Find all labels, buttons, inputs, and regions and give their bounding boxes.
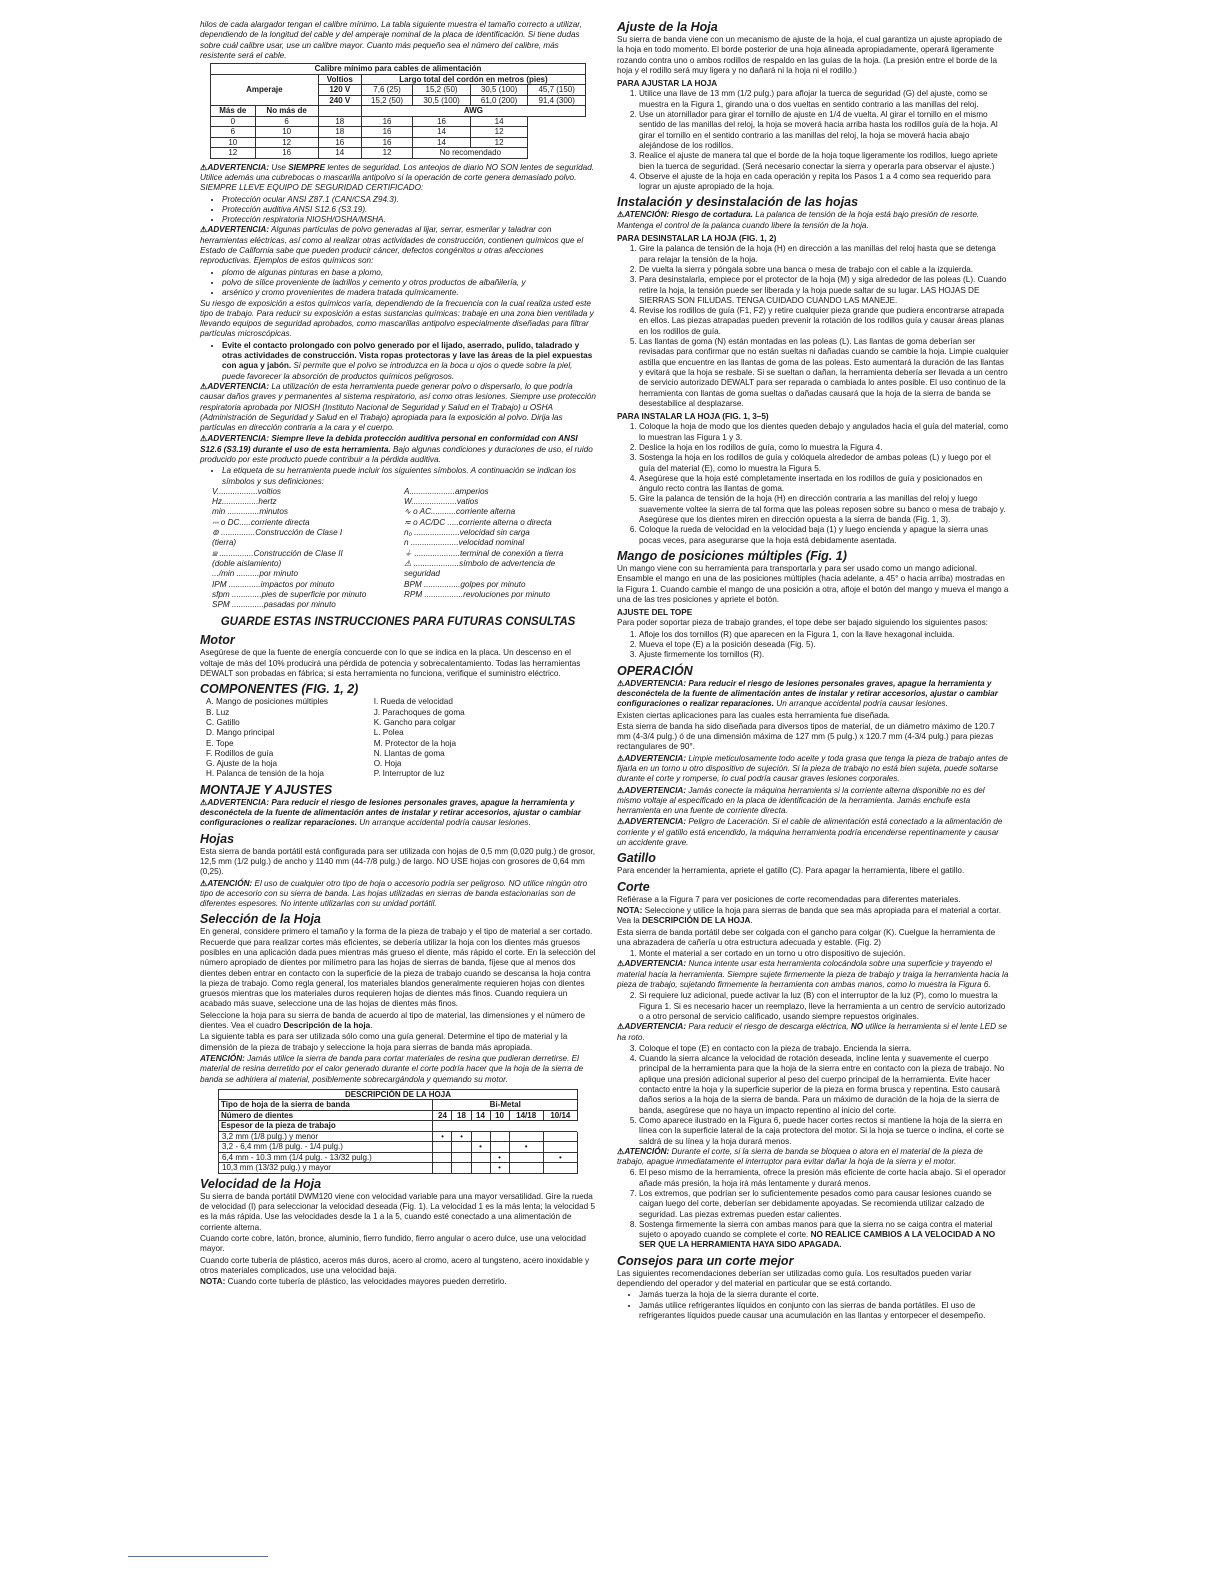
motor-heading: Motor — [200, 633, 235, 648]
velocidad-text-1: Su sierra de banda portátil DWM120 viene con velocidad variable para una mayor versatilidad. Gire la rueda de velocidad (I) para seleccionar la velocidad deseada (Fig. 1). La velocidad 1 es la más lenta; la velocidad 5 es la más rápida. Use las velocidades desde la 1 a la 5, cuando esté conectado a una alimentación de corriente alterna. — [200, 1191, 596, 1232]
list-item: • plomo de algunas pinturas en base a plomo, — [222, 268, 596, 278]
length-cell: 15,2 (50) — [413, 85, 471, 96]
component-item: K. Gancho para colgar — [373, 717, 456, 727]
symbol-definition: RPM .................revoluciones por minuto — [404, 589, 551, 599]
amperaje-header: Amperaje — [211, 74, 319, 106]
table-cell: 12 — [211, 148, 256, 159]
table-cell: 18 — [318, 127, 361, 138]
tope-heading: AJUSTE DEL TOPE — [617, 608, 693, 618]
corte-step-2 — [617, 991, 1009, 1022]
velocidad-nota: NOTA: Cuando corte tubería de plástico, las velocidades mayores pueden derretirlo. — [200, 1277, 507, 1287]
consejos-heading: Consejos para un corte mejor — [617, 1253, 794, 1268]
motor-text: Asegúrese de que la fuente de energía concuerde con lo que se indica en la placa. Un descenso en el voltaje de más del 10% producirá una pérdida de potencia y sobrecalentamiento. Todas las herramientas DEWALT son probadas en fábrica; si esta herramienta no funciona, verifique el suministro eléctrico. — [200, 648, 581, 679]
length-cell: 61,0 (200) — [470, 95, 528, 106]
table-cell: 14 — [470, 116, 528, 127]
length-cell: 45,7 (150) — [528, 85, 586, 96]
table-cell: 12 — [361, 148, 412, 159]
table-cell: 6 — [255, 116, 318, 127]
symbol-definition: min ..............minutos — [212, 507, 288, 517]
row-120v: 120 V 7,6 (25) 15,2 (50) 30,5 (100) 45,7 (150) — [211, 85, 586, 96]
symbol-definition: ⊚ ...............Construcción de Clase I — [212, 528, 343, 538]
table-row — [219, 1142, 578, 1153]
risk-text: Su riesgo de exposición a estos químicos varía, dependiendo de la frecuencia con la cual realiza usted este tipo de trabajo. Para reducir su exposición a estas sustancias químicas: trabaje en una zona bien ventilada y llevando equipos de seguridad aprobados, como mascarillas antipolvo especialmente diseñadas para filtrar partículas microscópicas. — [200, 298, 594, 339]
tope-text: Para poder soportar pieza de trabajo grandes, el tope debe ser bajado siguiendo los siguientes pasos: — [617, 618, 988, 628]
list-item: • Protección auditiva ANSI S12.6 (S3.19). — [222, 205, 596, 215]
table-cell: 14 — [318, 148, 361, 159]
symbol-definition: W....................vatios — [404, 497, 479, 507]
tope-steps — [617, 630, 1009, 661]
teeth-header: 18 — [452, 1110, 471, 1121]
dot-cell — [433, 1152, 452, 1163]
evite-list: • Evite el contacto prolongado con polvo generado por el lijado, aserrado, pulido, taladrado y otras actividades de construcción. Vista ropas protectoras y lave las áreas de la piel expuestas con agua y jabón. Si permite que el polvo se introduzca en la boca u ojos o quede sobre la piel, puede favorecer la absorción de productos químicos peligrosos. — [200, 341, 596, 382]
seleccion-text-1: En general, considere primero el tamaño y la forma de la pieza de trabajo y el tipo de material a ser cortado. Recuerde que para realizar cortes más eficientes, se debería utilizar la hoja con los dientes más gruesos posibles en una aplicación dada pues mientras más grueso el diente, más rápido el corte. En la selección del número apropiado de dientes por milímetro para las hojas de sierras de banda, fíjese que al menos dos dientes deben entrar en contacto con la superficie de la pieza de trabajo cuando se descansa la hoja contra la pieza de trabajo. Como regla general, los materiales blandos generalmente requieren hojas con dientes gruesos mientras que los materiales duros requieren hojas de dientes más finos. Cuando requiera un acabado más suave, seleccione una de las hojas de dientes más finos. — [200, 927, 596, 1009]
dot-cell — [433, 1142, 452, 1153]
warning-dust: ⚠ADVERTENCIA: La utilización de esta herramienta puede generar polvo o dispersarlo, lo que podría causar daños graves y permanentes al sistema respiratorio, así como otras lesiones. Siempre use protección respiratoria aprobada por NIOSH (Instituto Nacional de Seguridad y Salud en el Trabajo) u OSHA (Administración de Seguridad y Salud en el Trabajo) apropiada para la exposición al polvo. Dirija las partículas en dirección contraria a la cara y el cuerpo. — [200, 381, 596, 433]
symbol-definition: ⚠ ....................símbolo de advertencia de — [404, 558, 556, 568]
thickness-cell: 6,4 mm - 10.3 mm (1/4 pulg. - 13/32 pulg.) — [219, 1152, 433, 1163]
velocidad-text-3: Cuando corte tubería de plástico, aceros más duros, acero al cromo, acero al tungsteno, acero inoxidable y otros materiales complicados, use una velocidad baja. — [200, 1255, 590, 1275]
table-cell: 14 — [413, 137, 471, 148]
teeth-header: 10 — [490, 1110, 509, 1121]
component-item: I. Rueda de velocidad — [373, 697, 453, 707]
guarde-heading: GUARDE ESTAS INSTRUCCIONES PARA FUTURAS CONSULTAS — [220, 616, 576, 629]
component-item: C. Gatillo — [206, 717, 240, 727]
montaje-heading: MONTAJE Y AJUSTES — [200, 782, 333, 797]
symbols-grid — [212, 487, 596, 611]
dot-cell — [490, 1142, 509, 1153]
list-item: • arsénico y cromo provenientes de madera tratada químicamente. — [222, 288, 596, 298]
symbol-definition: (doble aislamiento) — [212, 558, 282, 568]
symbol-definition: ⧈ ...............Construcción de Clase II — [212, 548, 343, 558]
symbol-definition: V..................voltios — [212, 486, 282, 496]
symbol-definition: (tierra) — [212, 538, 237, 548]
consejos-text: Las siguientes recomendaciones deberían ser utilizadas como guía. Los resultados pueden variar dependiendo del operador y del material en particular que se está cortando. — [617, 1268, 972, 1289]
velocidad-heading: Velocidad de la Hoja — [200, 1176, 322, 1191]
mango-heading: Mango de posiciones múltiples (Fig. 1) — [617, 548, 847, 563]
corte-step-8: 8. Sostenga firmemente la sierra con ambas manos para que la sierra no se caiga contra el material sujeto o apoyado cuando se complete el corte. NO REALICE CAMBIOS A LA VELOCIDAD A NO SER QUE LA HERRAMIENTA HAYA SIDO APAGADA. — [617, 1220, 1009, 1251]
componentes-heading: COMPONENTES (FIG. 1, 2) — [200, 682, 359, 697]
no-mas-de-header: No más de — [255, 106, 318, 117]
component-item: M. Protector de la hoja — [373, 738, 457, 748]
table-cell: 18 — [318, 116, 361, 127]
list-item: • Protección respiratoria NIOSH/OSHA/MSHA. — [222, 215, 596, 225]
warning-aceite: ⚠ADVERTENCIA: Limpie meticulosamente todo aceite y toda grasa que tenga la pieza de trabajo antes de fijarla en un torno u otro dispositivo de sujeción. Si la pieza de trabajo no está bien sujeta, puede soltarse durante el corte y romperse, lo cual podría causar graves lesiones corporales. — [617, 753, 1008, 784]
dot-cell — [509, 1163, 543, 1174]
step-item: 6. El peso mismo de la herramienta, ofrece la presión más eficiente de corte hacia abajo. Si el operador añade más presión, la hoja irá más lentamente y durará menos. — [639, 1168, 1009, 1189]
warning-safety-glasses: ⚠ADVERTENCIA: Use SIEMPRE lentes de seguridad. Los anteojos de diario NO SON lentes de seguridad. Utilice además una cubrebocas o mascarilla antipolvo si la operación de corte genera demasiado polvo. SIEMPRE LLEVE EQUIPO DE SEGURIDAD CERTIFICADO: — [200, 162, 595, 193]
thickness-cell: 10,3 mm (13/32 pulg.) y mayor — [219, 1163, 433, 1174]
list-item: • Jamás tuerza la hoja de la sierra durante el corte. — [639, 1290, 1009, 1300]
symbol-definition: n₀ ....................velocidad sin carga — [404, 528, 530, 538]
dot-cell: • — [490, 1152, 509, 1163]
corte-nota: NOTA: Seleccione y utilice la hoja para sierras de banda que sea más apropiada para el material a cortar. Vea la DESCRIPCIÓN DE LA HOJA. — [617, 905, 1001, 926]
velocidad-text-2: Cuando corte cobre, latón, bronce, aluminio, fierro fundido, fierro angular o acero dulce, use una velocidad mayor. — [200, 1234, 586, 1254]
corte-steps-6-7 — [617, 1168, 1009, 1219]
mas-de-header: Más de — [211, 106, 256, 117]
symbol-definition: ⏚ ....................terminal de conexión a tierra — [404, 548, 564, 558]
gauge-rows — [211, 116, 586, 158]
corte-heading: Corte — [617, 879, 650, 894]
component-item: E. Tope — [206, 738, 234, 748]
table-cell: 0 — [211, 116, 256, 127]
table-row — [211, 137, 586, 148]
dot-cell — [509, 1152, 543, 1163]
mango-text: Un mango viene con su herramienta para transportarla y para ser usado como un mango adicional. Ensamble el mango en una de las posiciones múltiples (hacia adelante, a 45° o hacia arriba) mostradas en la Figura 1. Cuando cambie el mango de una posición a otra, afloje el botón del mango y mueva el mango a una de las tres posiciones y apriete el botón. — [617, 563, 1009, 604]
symbol-definition: n .....................velocidad nominal — [404, 538, 525, 548]
table-cell: 12 — [470, 127, 528, 138]
row-240v: 240 V 15,2 (50) 30,5 (100) 61,0 (200) 91,4 (300) — [211, 95, 586, 106]
atencion-cortadura: ⚠ATENCIÓN: Riesgo de cortadura. La palanca de tensión de la hoja está bajo presión de resorte. Mantenga el control de la palanca cuando libere la tensión de la hoja. — [617, 210, 980, 230]
table-cell: 12 — [470, 137, 528, 148]
instalar-heading: PARA INSTALAR LA HOJA (FIG. 1, 3–5) — [617, 412, 769, 422]
table-row — [211, 116, 586, 127]
atencion-accesorios: ⚠ATENCIÓN: El uso de cualquier otro tipo de hoja o accesorio podría ser peligroso. NO utilice ningún otro tipo de accesorio con su sierra de banda. Las hojas utilizadas en sierras de banda estacionarias son de diferentes espesores. No intente utilizarlas con su unidad portátil. — [200, 878, 588, 909]
symbol-definition: ∿ o AC...........corriente alterna — [404, 507, 516, 517]
length-cell: 30,5 (100) — [413, 95, 471, 106]
warning-voltaje: ⚠ADVERTENCIA: Jamás conecte la máquina herramienta si la corriente alterna disponible no es del mismo voltaje al especificado en la placa de identificación de la herramienta. Jamás enchufe esta herramienta en una fuente de corriente directa. — [617, 785, 985, 816]
step-item: 4. Observe el ajuste de la hoja en cada operación y repita los Pasos 1 a 4 como sea requerido para lograr un ajuste apropiado de la hoja. — [639, 172, 1009, 193]
table-cell: 16 — [318, 137, 361, 148]
seleccion-text-2: Seleccione la hoja para su sierra de banda de acuerdo al tipo de material, las dimensiones y el número de dientes. Vea el cuadro Descripción de la hoja. — [200, 1010, 586, 1031]
teeth-header: 14 — [471, 1110, 490, 1121]
symbol-definition: SPM ..............pasadas por minuto — [212, 600, 336, 610]
dot-cell — [452, 1142, 471, 1153]
corte-text-1: Refiérase a la Figura 7 para ver posiciones de corte recomendadas para diferentes materiales. — [617, 894, 961, 904]
symbol-definition: IPM ..............impactos por minuto — [212, 579, 335, 589]
table-cell: 10 — [255, 127, 318, 138]
dot-cell: • — [490, 1163, 509, 1174]
component-item: B. Luz — [206, 707, 230, 717]
ajuste-text: Su sierra de banda viene con un mecanismo de ajuste de la hoja, el cual garantiza un ajuste apropiado de la hoja en todo momento. El borde posterior de una hoja alineada apropiadamente, operará ligeramente rozando contra uno o ambos rodillos de respaldo en las guías de la hoja. (La presión entre el borde de la hoja y el rodillo será muy ligera y no dañará ni la hoja ni el rodillo.) — [617, 35, 1003, 75]
table-cell: 16 — [361, 127, 412, 138]
right-column — [617, 20, 1009, 1321]
table-cell: 16 — [413, 116, 471, 127]
gatillo-heading: Gatillo — [617, 851, 656, 866]
table-cell: 12 — [255, 137, 318, 148]
chemicals-list — [200, 268, 596, 299]
symbol-definition: BPM ................golpes por minuto — [404, 579, 526, 589]
hojas-heading: Hojas — [200, 831, 235, 846]
step-item: 4. Asegúrese que la hoja esté completamente insertada en los rodillos de guía y posicionados en ángulo recto contra las llantas de goma. — [639, 474, 1009, 495]
dot-cell — [471, 1131, 490, 1142]
component-item: J. Parachoques de goma — [373, 707, 465, 717]
blade-description-table: DESCRIPCIÓN DE LA HOJA Tipo de hoja de la sierra de banda Bi-Metal Número de dientes 24 18 14 10 14/18 10/14 Espesor de la pieza de trabajo 3,2 mm (1/8 pulg.) y menor • • 3,2 - 6,4 mm (1/8 pulg. - 1/4 pulg.) • • 6,4 mm - 10.3 mm (1/4 pulg. - 13/32 pulg.) • • 10,3 mm (13/32 pulg.) y mayor • — [218, 1089, 578, 1174]
component-item: H. Palanca de tensión de la hoja — [206, 769, 324, 779]
component-item: N. Llantas de goma — [373, 748, 445, 758]
step-item: 1. Afloje los dos tornillos (R) que aparecen en la Figura 1, con la llave hexagonal incluida. — [639, 630, 1009, 640]
step-item: 1. Gire la palanca de tensión de la hoja (H) en dirección a las manillas del reloj hasta que se detenga para relajar la tensión de la hoja. — [639, 244, 1009, 265]
footer-rule — [128, 1556, 268, 1557]
warning-led: ⚠ADVERTENCIA: Para reducir el riesgo de descarga eléctrica, NO utilice la herramienta si el lente LED se ha roto. — [617, 1022, 1007, 1042]
dot-cell: • — [452, 1131, 471, 1142]
symbol-definition: .../min ..........por minuto — [212, 569, 298, 579]
dot-cell — [471, 1152, 490, 1163]
cable-gauge-table — [210, 63, 586, 159]
corte-text-2: Esta sierra de banda portátil debe ser colgada con el gancho para colgar (K). Cuelgue la herramienta de una abrazadera de cañería u otra estructura adecuada y estable. (Fig. 2) — [617, 927, 996, 947]
table-row — [219, 1163, 578, 1174]
table-row — [211, 148, 586, 159]
existen-text: Existen ciertas aplicaciones para las cuales esta herramienta fue diseñada. — [617, 710, 891, 720]
step-item: 1. Monte el material a ser cortado en un torno u otro dispositivo de sujeción. — [639, 949, 1009, 959]
dot-cell — [433, 1163, 452, 1174]
warning-chemicals: ⚠ADVERTENCIA: Algunas partículas de polvo generadas al lijar, serrar, esmerilar y taladrar con herramientas eléctricas, así como al realizar otras actividades de construcción, contienen químicos que el Estado de California sabe que pueden producir cáncer, defectos congénitos u otras afecciones reproductivas. Ejemplos de estos químicos son: — [200, 225, 584, 266]
step-item: 3. Sostenga la hoja en los rodillos de guía y colóquela alrededor de ambas poleas (L) y luego por el guía del material (E), como lo muestra la Figura 5. — [639, 453, 1009, 474]
dot-cell — [471, 1163, 490, 1174]
table-cell: 14 — [413, 127, 471, 138]
length-cell: 7,6 (25) — [361, 85, 412, 96]
teeth-header: 10/14 — [543, 1110, 577, 1121]
ppe-list — [200, 195, 596, 226]
symbol-definition: Hz................hertz — [212, 497, 277, 507]
step-item: 1. Utilice una llave de 13 mm (1/2 pulg.) para aflojar la tuerca de seguridad (G) del ajuste, como se muestra en la Figura 1, girando una o dos vueltas en sentido contrario a las manillas del reloj. — [639, 89, 1009, 110]
list-item: • polvo de sílice proveniente de ladrillos y cemento y otros productos de albañilería, y — [222, 278, 596, 288]
list-item: • Protección ocular ANSI Z87.1 (CAN/CSA Z94.3). — [222, 195, 596, 205]
warning-operacion: ⚠ADVERTENCIA: Para reducir el riesgo de lesiones personales graves, apague la herramienta y desconéctela de la fuente de alimentación antes de instalar y retirar accesorios, ajustar o cambiar configuraciones o realizar reparaciones. Un arranque accidental podría causar lesiones. — [617, 678, 998, 709]
dot-cell — [509, 1131, 543, 1142]
component-item: P. Interruptor de luz — [373, 769, 445, 779]
dot-cell: • — [543, 1152, 577, 1163]
dot-cell — [452, 1163, 471, 1174]
atencion-resina: ATENCIÓN: Jamás utilice la sierra de banda para cortar materiales de resina que pudieran derretirse. El material de resina derretido por el calor generado durante el corte podría hacer que la hoja de la sierra de banda se adhiriera al material, posiblemente sobrecargándola y quemando su motor. — [200, 1053, 584, 1084]
table-cell: 6 — [211, 127, 256, 138]
corte-steps-3-5 — [617, 1044, 1009, 1147]
dot-cell — [543, 1163, 577, 1174]
table-cell: No recomendado — [413, 148, 528, 159]
ajuste-heading: Ajuste de la Hoja — [617, 20, 718, 34]
thickness-cell: 3,2 mm (1/8 pulg.) y menor — [219, 1131, 433, 1142]
dot-cell — [543, 1131, 577, 1142]
step-item: 2. Mueva el tope (E) a la posición deseada (Fig. 5). — [639, 640, 1009, 650]
atencion-bloqueo: ⚠ATENCIÓN: Durante el corte, si la sierra de banda se bloquea o atora en el material de la pieza de trabajo, apague inmediatamente el interruptor para evitar dañar la hoja de la sierra y el motor. — [617, 1146, 983, 1167]
component-item: L. Polea — [373, 728, 404, 738]
dot-cell: • — [509, 1142, 543, 1153]
para-ajustar-heading: PARA AJUSTAR LA HOJA — [617, 79, 718, 89]
step-item: 2. Si requiere luz adicional, puede activar la luz (B) con el interruptor de la luz (P), como lo muestra la Figura 1. Si es necesario hacer un reemplazo, lleve la herramienta a un centro de servicio autorizado o a otro personal de servicio calificado, usando siempre repuestos originales. — [639, 991, 1009, 1022]
component-item: G. Ajuste de la hoja — [206, 759, 278, 769]
table-title: Calibre mínimo para cables de alimentación — [211, 64, 586, 75]
seleccion-heading: Selección de la Hoja — [200, 912, 321, 927]
ajustar-steps — [617, 89, 1009, 192]
voltios-header: Voltios — [318, 74, 361, 85]
step-item: 3. Ajuste firmemente los tornillos (R). — [639, 650, 1009, 660]
dot-cell — [490, 1131, 509, 1142]
largo-header: Largo total del cordón en metros (pies) — [361, 74, 585, 85]
table-cell: 10 — [211, 137, 256, 148]
symbol-definition — [404, 600, 596, 610]
componentes-grid — [206, 697, 596, 779]
left-column — [200, 20, 596, 1289]
dot-cell: • — [471, 1142, 490, 1153]
hojas-text: Esta sierra de banda portátil está configurada para ser utilizada con hojas de 0,5 mm (0,020 pulg.) de grosor, 12,5 mm (1/2 pulg.) de ancho y 1140 mm (44-7/8 pulg.) de largo. NO USE hojas con grosores de 0,64 mm (0,25). — [200, 846, 596, 877]
symbol-definition: seguridad — [404, 569, 440, 579]
dot-cell — [452, 1152, 471, 1163]
cable-intro: hilos de cada alargador tengan el calibre mínimo. La tabla siguiente muestra el tamaño correcto a utilizar, dependiendo de la longitud del cable y del amperaje nominal de la placa de identificación. Si tiene dudas sobre cuál calibre usar, use un calibre mayor. Cuanto más pequeño sea el número del calibre, más resistente será el cable. — [200, 20, 582, 60]
step-item: 2. De vuelta la sierra y póngala sobre una banca o mesa de trabajo con el cable a la izquierda. — [639, 265, 1009, 275]
step-item: 7. Los extremos, que podrían ser lo suficientemente pesados como para causar lesiones cuando se caigan luego del corte, deberían ser debidamente apoyadas. Se recomienda utilizar calzado de seguridad. Las piezas extremas pueden estar calientes. — [639, 1189, 1009, 1220]
step-item: 1. Coloque la hoja de modo que los dientes queden debajo y angulados hacia el guía del material, como lo muestran las Figura 1 y 3. — [639, 422, 1009, 443]
instalacion-heading: Instalación y desinstalación de las hojas — [617, 195, 859, 210]
table-cell: 16 — [361, 137, 412, 148]
seleccion-text-3: La siguiente tabla es para ser utilizada sólo como una guía general. Determine el tipo de material y la dimensión de la pieza de trabajo y seleccione la hoja para sierras de banda más apropiada. — [200, 1032, 568, 1052]
step-item: 4. Revise los rodillos de guía (F1, F2) y retire cualquier pieza grande que pudiera encontrarse atrapada en ellos. Las piezas atrapadas pueden prevenir la rotación de los rodillos guía y causar áreas planas en los rodillos de guía. — [639, 306, 1009, 337]
consejos-list — [617, 1290, 1009, 1321]
component-item: F. Rodillos de guía — [206, 748, 274, 758]
symbol-definition: ≂ o AC/DC .....corriente alterna o directa — [404, 517, 552, 527]
warning-hearing: ⚠ADVERTENCIA: Siempre lleve la debida protección auditiva personal en conformidad con ANSI S12.6 (S3.19) durante el uso de esta herramienta. Bajo algunas condiciones y duraciones de uso, el ruido producido por este producto puede contribuir a la pérdida auditiva. — [200, 434, 593, 464]
table-cell: 16 — [361, 116, 412, 127]
teeth-header: 24 — [433, 1110, 452, 1121]
symbol-definition: ⎓ o DC.....corriente directa — [212, 517, 310, 527]
corte-step-1 — [617, 949, 1009, 959]
symbol-definition: A....................amperios — [404, 486, 489, 496]
esta-sierra-text: Esta sierra de banda ha sido diseñada para diversos tipos de material, de un diámetro máximo de 120.7 mm (4-3/4 pulg.) ó de una dimensión máxima de 127 mm (5 pulg.) x 120.7 mm (4-3/4 pulg.) para piezas rectangulares de 90°. — [617, 721, 995, 752]
length-cell: 91,4 (300) — [528, 95, 586, 106]
step-item: 2. Deslice la hoja en los rodillos de guía, como lo muestra la Figura 4. — [639, 443, 1009, 453]
label-note: • La etiqueta de su herramienta puede incluir los siguientes símbolos. A continuación se indican los símbolos y sus definiciones: — [200, 466, 596, 487]
step-item: 4. Cuando la sierra alcance la velocidad de rotación deseada, incline lenta y suavemente el cuerpo principal de la herramienta para que la hoja de la sierra entre en contacto con la pieza de trabajo. No aplique una presión adicional superior al peso del cuerpo principal de la herramienta. Evite hacer contacto entre la hoja y la superficie superior de la pieza en forma brusca y repentina. Esto causará daños serios a la hoja de la sierra de banda. Para un máximo de duración de la hoja de la sierra de banda, asegúrese que no haya un impacto repentino al inicio del corte. — [639, 1054, 1009, 1116]
step-item: 6. Coloque la rueda de velocidad en la velocidad baja (1) y luego encienda y apague la sierra unas pocas veces, para asegurarse que la hoja está debidamente asentada. — [639, 525, 1009, 546]
warning-laceracion: ⚠ADVERTENCIA: Peligro de Laceración. Si el cable de alimentación está conectado a la alimentación de corriente y el gatillo está encendido, la máquina herramienta podría encenderse repentinamente y causar un accidente grave. — [617, 817, 1003, 848]
desinstalar-heading: PARA DESINSTALAR LA HOJA (FIG. 1, 2) — [617, 234, 777, 244]
operacion-heading: OPERACIÓN — [617, 663, 693, 678]
step-item: 3. Realice el ajuste de manera tal que el borde de la hoja toque ligeramente los rodillos, luego apriete bien la tuerca de seguridad. (Será necesario conectar la sierra y operarla para observar el ajuste.) — [639, 151, 1009, 172]
step-item: 3. Para desinstalarla, empiece por el protector de la hoja (M) y siga alrededor de las poleas (L). Cuando retire la hoja, la tensión puede ser liberada y la hoja puede saltar de su lugar. LAS HOJAS DE SIERRAS SON FILUDAS. TENGA CUIDADO CUANDO LAS MANEJE. — [639, 275, 1009, 306]
thickness-cell: 3,2 - 6,4 mm (1/8 pulg. - 1/4 pulg.) — [219, 1142, 433, 1153]
step-item: 3. Coloque el tope (E) en contacto con la pieza de trabajo. Encienda la sierra. — [639, 1044, 1009, 1054]
component-item: D. Mango principal — [206, 728, 275, 738]
step-item: 5. Las llantas de goma (N) están montadas en las poleas (L). Las llantas de goma deberían ser revisadas para confirmar que no están sueltas ni dañadas cuando se cambie la hoja. Limpie cualquier astilla que encuentre en las llantas de goma de las poleas. Esto aumentará la duración de las llantas y evitará que la hoja se resbale. Si se sueltan o dañan, la herramienta debería ser llevada a un centro de servicio autorizado DEWALT para ser reparada o cambiada lo antes posible. El uso continuo de la herramienta con llantas de goma sueltas o dañadas causará que la hoja de la sierra de banda se desestabilice al desplazarse. — [639, 337, 1009, 409]
dot-cell — [543, 1142, 577, 1153]
step-item: 5. Como aparece ilustrado en la Figura 6, puede hacer cortes rectos si mantiene la hoja de la sierra en línea con la superficie lateral de la caja protectora del motor. Si la hoja se tuerce o inclina, el corte se saldrá de su línea y la hoja durará menos. — [639, 1116, 1009, 1147]
instalar-steps — [617, 422, 1009, 546]
warning-superficie: ⚠ADVERTENCIA: Nunca intente usar esta herramienta colocándola sobre una superficie y trayendo el material hacia la herramienta. Siempre sujete firmemente la pieza de trabajo y traiga la herramienta hacia la pieza de trabajo, sujetando firmemente la herramienta con ambas manos, como lo muestra la Figura 6. — [617, 959, 1009, 990]
warning-montaje: ⚠ADVERTENCIA: Para reducir el riesgo de lesiones personales graves, apague la herramienta y desconéctela de la fuente de alimentación antes de instalar y retirar accesorios, ajustar o cambiar configuraciones o realizar reparaciones. Un arranque accidental podría causar lesiones. — [200, 797, 581, 828]
symbol-definition: sfpm .............pies de superficie por minuto — [212, 589, 367, 599]
length-cell: 15,2 (50) — [361, 95, 412, 106]
list-item: • Jamás utilice refrigerantes líquidos en conjunto con las sierras de banda portátiles. El uso de refrigerantes líquidos puede causar una acumulación en las llantas y entorpecer el desempeño. — [639, 1301, 1009, 1322]
dot-cell: • — [433, 1131, 452, 1142]
desinstalar-steps — [617, 244, 1009, 409]
teeth-header: 14/18 — [509, 1110, 543, 1121]
component-item: A. Mango de posiciones múltiples — [206, 697, 328, 707]
table-row — [219, 1131, 578, 1142]
component-item: O. Hoja — [373, 759, 402, 769]
table-row — [211, 127, 586, 138]
gatillo-text: Para encender la herramienta, apriete el gatillo (C). Para apagar la herramienta, libere el gatillo. — [617, 866, 965, 876]
step-item: 5. Gire la palanca de tensión de la hoja (H) en dirección contraria a las manillas del reloj y luego suavemente voltee la sierra de tal forma que las poleas reposen sobre su banco o mesa de trabajo y. Asegúrese que los dientes miren en dirección opuesta a la sierra de banda (Fig. 1, 3). — [639, 494, 1009, 525]
table-row — [219, 1152, 578, 1163]
step-item: 2. Use un atornillador para girar el tornillo de ajuste en 1/4 de vuelta. Al girar el tornillo en el mismo sentido de las manillas del reloj, la hoja se moverá hacia arriba hasta los rodillos guía de la hoja. Al girar el tornillo en el sentido contrario a las manillas del reloj, la hoja se moverá hacia abajo alejándose de los rodillos. — [639, 110, 1009, 151]
table-cell: 16 — [255, 148, 318, 159]
awg-header: AWG — [361, 106, 585, 117]
length-cell: 30,5 (100) — [470, 85, 528, 96]
